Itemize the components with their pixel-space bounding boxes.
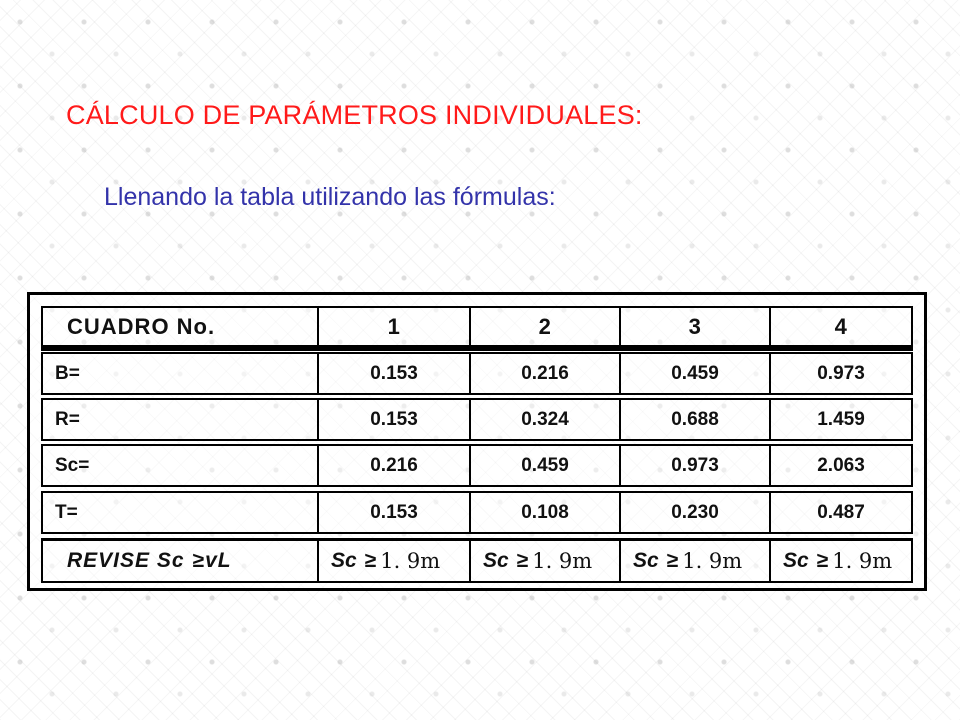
header-column-4: 4 [834, 313, 848, 339]
greater-equal-symbol: ≥ [364, 549, 377, 572]
table-cell: 0.459 [621, 354, 771, 393]
table-cell: 0.230 [621, 493, 771, 532]
revise-check [771, 541, 911, 581]
table-cell: 0.324 [471, 400, 621, 439]
row-label: T= [43, 493, 319, 532]
table-row [41, 398, 913, 441]
table-cell: 0.216 [471, 354, 621, 393]
table-cell: 2.063 [817, 454, 865, 476]
table-cell: 0.216 [319, 446, 471, 485]
check-variable: Sc [483, 549, 509, 572]
check-value: 1. 9m [682, 549, 743, 573]
check-value: 1. 9m [832, 549, 893, 573]
table-row [41, 491, 913, 534]
table-cell: 0.973 [817, 362, 865, 384]
check-variable: Sc [783, 549, 809, 572]
greater-equal-symbol: ≥ [666, 549, 679, 572]
parameters-table [27, 292, 927, 591]
table-cell: 0.688 [621, 400, 771, 439]
revise-label-suffix: vL [205, 549, 232, 572]
table-cell: 0.153 [319, 400, 471, 439]
table-cell: 0.153 [319, 493, 471, 532]
revise-label-prefix: REVISE Sc [67, 549, 185, 572]
check-variable: Sc [633, 549, 659, 572]
header-label: CUADRO No. [43, 308, 319, 345]
header-column-1: 1 [319, 308, 471, 345]
header-column-3: 3 [621, 308, 771, 345]
row-label: Sc= [43, 446, 319, 485]
row-label: B= [43, 354, 319, 393]
greater-equal-symbol: ≥ [816, 549, 829, 572]
check-value: 1. 9m [532, 549, 593, 573]
greater-equal-symbol: ≥ [192, 549, 206, 572]
table-cell: 0.108 [471, 493, 621, 532]
table-cell: 0.487 [817, 501, 865, 523]
header-column-2: 2 [471, 308, 621, 345]
table-cell: 0.973 [621, 446, 771, 485]
table-row [41, 352, 913, 395]
slide-subtitle: Llenando la tabla utilizando las fórmulas: [104, 183, 556, 211]
check-value: 1. 9m [380, 549, 441, 573]
table-row [41, 444, 913, 487]
table-cell: 0.459 [471, 446, 621, 485]
revise-row [41, 538, 913, 583]
revise-check [621, 541, 771, 581]
greater-equal-symbol: ≥ [516, 549, 529, 572]
table-cell: 0.153 [319, 354, 471, 393]
row-label: R= [43, 400, 319, 439]
revise-check [319, 541, 471, 581]
table-header-row [41, 306, 913, 351]
revise-check [471, 541, 621, 581]
slide-title: CÁLCULO DE PARÁMETROS INDIVIDUALES: [66, 100, 643, 130]
revise-label [43, 541, 319, 581]
check-variable: Sc [331, 549, 357, 572]
table-cell: 1.459 [817, 408, 865, 430]
